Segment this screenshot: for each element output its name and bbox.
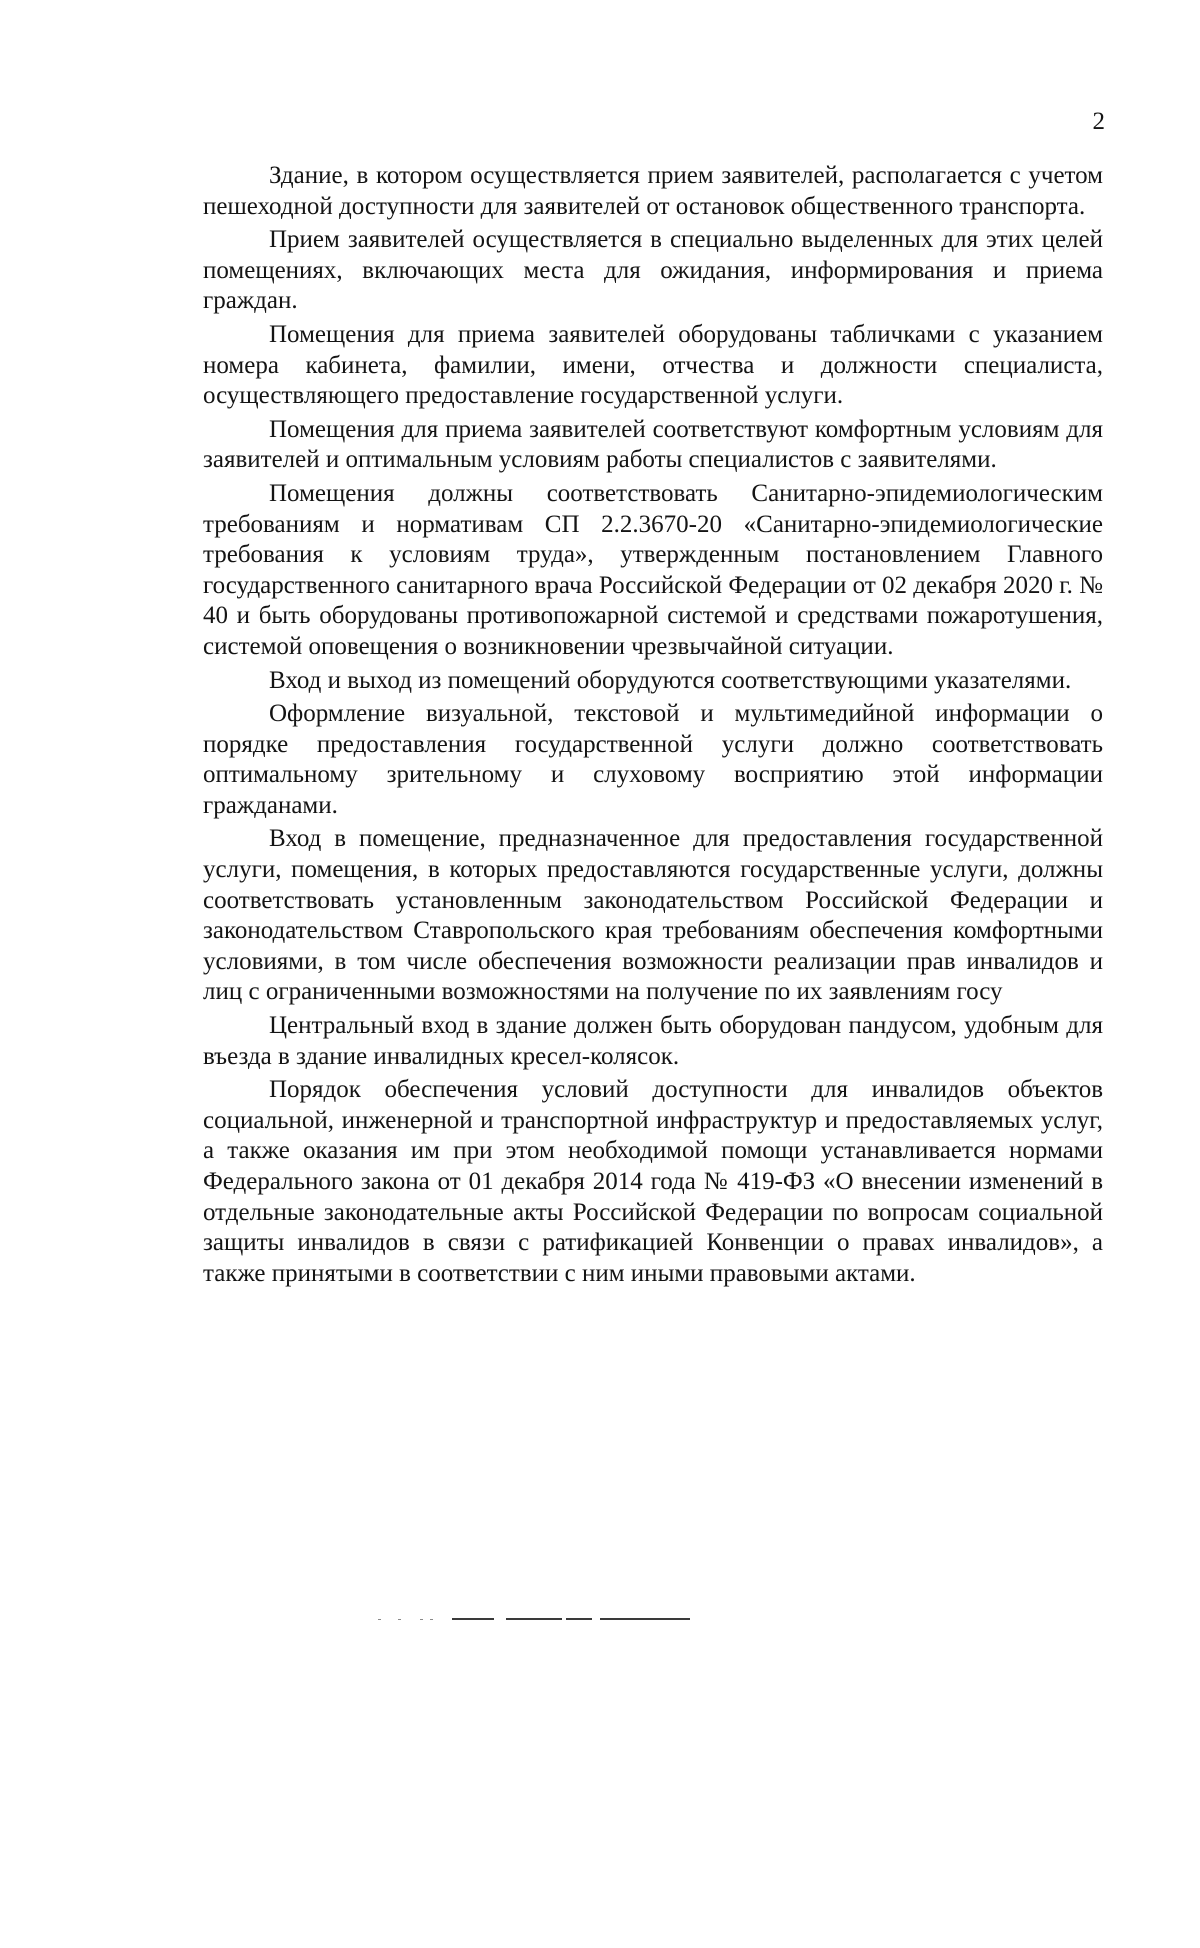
paragraph-reception-rooms: Прием заявителей осуществляется в специально выделенных для этих целей помещениях, включающих места для ожидания, информирования и приема граждан. — [203, 226, 1103, 315]
paragraph-building-location: Здание, в котором осуществляется прием заявителей, располагается с учетом пешеходной доступности для заявителей от остановок общественного транспорта. — [203, 162, 1103, 220]
scan-artifact-dot — [378, 1619, 381, 1620]
paragraph-accessibility-entrance: Вход в помещение, предназначенное для предоставления государственной услуги, помещения, в которых предоставляются государственные услуги, должны соответствовать установленным законодательством Российской Федерации и законодательством Ставропольского края требованиям обеспечения комфортными условиями, в том числе обеспечения возможности реализации прав инвалидов и лиц с ограниченными возможностями на получение по их заявлениям госу — [203, 825, 1103, 1006]
paragraph-entrance-signs: Вход и выход из помещений оборудуются соответствующими указателями. — [269, 666, 1072, 694]
scan-artifact-line — [452, 1618, 494, 1620]
paragraph-comfort-conditions: Помещения для приема заявителей соответствуют комфортным условиям для заявителей и оптимальным условиям работы специалистов с заявителями. — [203, 415, 1103, 474]
paragraph-room-signs: Помещения для приема заявителей оборудованы табличками с указанием номера кабинета, фамилии, имени, отчества и должности специалиста, осуществляющего предоставление государственной услуги. — [203, 320, 1103, 410]
scan-artifact-dot — [398, 1619, 401, 1620]
scan-artifact-dot — [420, 1619, 423, 1620]
document-body — [203, 161, 1103, 1292]
scan-artifact-line — [600, 1618, 690, 1620]
scan-artifact-line — [506, 1618, 562, 1620]
paragraph-ramp: Центральный вход в здание должен быть оборудован пандусом, удобным для въезда в здание инвалидных кресел-колясок. — [203, 1012, 1103, 1070]
paragraph-information-design: Оформление визуальной, текстовой и мультимедийной информации о порядке предоставления государственной услуги должно соответствовать оптимальному зрительному и слуховому восприятию этой информации гражданами. — [203, 700, 1103, 819]
paragraph-sanitary-requirements: Помещения должны соответствовать Санитарно-эпидемиологическим требованиям и нормативам СП 2.2.3670-20 «Санитарно-эпидемиологические требования к условиям труда», утвержденным постановлением Главного государственного санитарного врача Российской Федерации от 02 декабря 2020 г. № 40 и быть оборудованы противопожарной системой и средствами пожаротушения, системой оповещения о возникновении чрезвычайной ситуации. — [203, 479, 1103, 660]
page-number: 2 — [1092, 108, 1105, 135]
scan-artifact-line — [566, 1618, 592, 1620]
paragraph-accessibility-law: Порядок обеспечения условий доступности для инвалидов объектов социальной, инженерной и транспортной инфраструктур и предоставляемых услуг, а также оказания им при этом необходимой помощи устанавливается нормами Федерального закона от 01 декабря 2014 года № 419-ФЗ «О внесении изменений в отдельные законодательные акты Российской Федерации по вопросам социальной защиты инвалидов в связи с ратификацией Конвенции о правах инвалидов», а также принятыми в соответствии с ним иными правовыми актами. — [203, 1076, 1103, 1287]
scan-artifact-dot — [430, 1619, 433, 1620]
